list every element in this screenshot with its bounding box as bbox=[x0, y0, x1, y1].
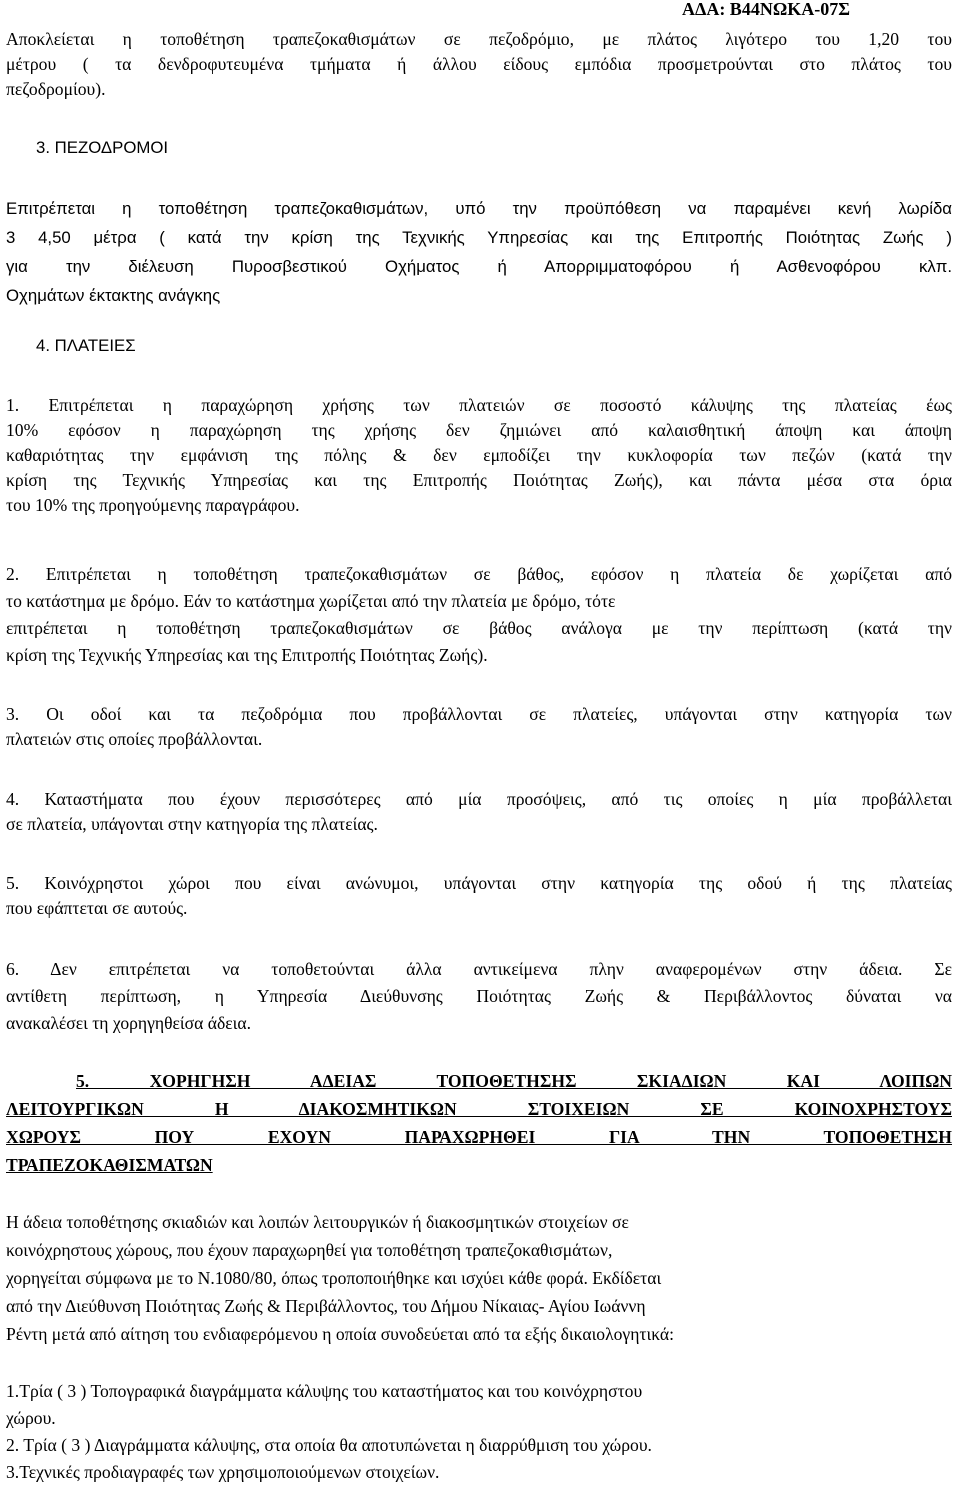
section-4-line: 4. Καταστήματα που έχουν περισσότερες από μία προσόψεις, από τις οποίες η μία προβάλλεται bbox=[6, 789, 952, 809]
section-5-list-line: χώρου. bbox=[6, 1408, 56, 1428]
section-4-line: επιτρέπεται η τοποθέτηση τραπεζοκαθισμάτων σε βάθος ανάλογα με την περίπτωση (κατά την bbox=[6, 618, 952, 638]
section-4-line: πλατειών στις οποίες προβάλλονται. bbox=[6, 729, 263, 749]
section-4-line: αντίθετη περίπτωση, η Υπηρεσία Διεύθυνσης Ποιότητας Ζωής & Περιβάλλοντος δύναται να bbox=[6, 986, 952, 1006]
section-4-line: σε πλατεία, υπάγονται στην κατηγορία της πλατείας. bbox=[6, 814, 378, 834]
section-5-title-line: ΛΕΙΤΟΥΡΓΙΚΩΝ Η ΔΙΑΚΟΣΜΗΤΙΚΩΝ ΣΤΟΙΧΕΙΩΝ ΣΕ ΚΟΙΝΟΧΡΗΣΤΟΥΣ bbox=[6, 1099, 952, 1119]
intro-line: Αποκλείεται η τοποθέτηση τραπεζοκαθισμάτων σε πεζοδρόμιο, με πλάτος λιγότερο του 1,20 του bbox=[6, 29, 952, 49]
section-4-line: του 10% της προηγούμενης παραγράφου. bbox=[6, 495, 300, 515]
intro-line: μέτρου ( τα δενδροφυτευμένα τμήματα ή άλλου είδους εμπόδια προσμετρούνται στο πλάτος του bbox=[6, 54, 952, 74]
section-4-item-1 bbox=[6, 393, 952, 518]
section-5-line: χορηγείται σύμφωνα με το Ν.1080/80, όπως τροποποιήθηκε και ισχύει κάθε φορά. Εκδίδεται bbox=[6, 1268, 662, 1288]
section-5-title-line: ΤΡΑΠΕΖΟΚΑΘΙΣΜΑΤΩΝ bbox=[6, 1155, 213, 1175]
section-5-list-line: 1.Τρία ( 3 ) Τοπογραφικά διαγράμματα κάλυψης του καταστήματος και του κοινόχρηστου bbox=[6, 1381, 643, 1401]
section-4-line: κρίση της Τεχνικής Υπηρεσίας και της Επιτροπής Ποιότητας Ζωής), και πάντα μέσα στα όρια bbox=[6, 470, 952, 490]
section-5-list-line: 3.Τεχνικές προδιαγραφές των χρησιμοποιούμενων στοιχείων. bbox=[6, 1462, 440, 1482]
section-3-line: Οχημάτων έκτακτης ανάγκης bbox=[6, 286, 221, 305]
section-5-title-line: ΧΩΡΟΥΣ ΠΟΥ ΕΧΟΥΝ ΠΑΡΑΧΩΡΗΘΕΙ ΓΙΑ ΤΗΝ ΤΟΠΟΘΕΤΗΣΗ bbox=[6, 1127, 952, 1147]
section-4-line: που εφάπτεται σε αυτούς. bbox=[6, 898, 188, 918]
section-4-line: 6. Δεν επιτρέπεται να τοποθετούνται άλλα αντικείμενα πλην αναφερομένων στην άδεια. Σε bbox=[6, 959, 952, 979]
ada-code: ΑΔΑ: Β44ΝΩΚΑ-07Σ bbox=[682, 0, 850, 19]
section-4-line: 10% εφόσον η παραχώρηση της χρήσης δεν ζημιώνει από καλαισθητική άποψη και άποψη bbox=[6, 420, 952, 440]
section-4-item-3 bbox=[6, 702, 952, 752]
section-4-line: κρίση της Τεχνικής Υπηρεσίας και της Επιτροπής Ποιότητας Ζωής). bbox=[6, 645, 488, 665]
section-4-line: 5. Κοινόχρηστοι χώροι που είναι ανώνυμοι, υπάγονται στην κατηγορία της οδού ή της πλατείας bbox=[6, 873, 952, 893]
section-4-line: 3. Οι οδοί και τα πεζοδρόμια που προβάλλονται σε πλατείες, υπάγονται στην κατηγορία των bbox=[6, 704, 952, 724]
section-4-item-6 bbox=[6, 956, 952, 1037]
section-4-item-5 bbox=[6, 871, 952, 921]
section-3-line: Επιτρέπεται η τοποθέτηση τραπεζοκαθισμάτων, υπό την προϋπόθεση να παραμένει κενή λωρίδα bbox=[6, 199, 952, 218]
section-4-line: ανακαλέσει τη χορηγηθείσα άδεια. bbox=[6, 1013, 251, 1033]
section-5-line: Η άδεια τοποθέτησης σκιαδιών και λοιπών λειτουργικών ή διακοσμητικών στοιχείων σε bbox=[6, 1212, 629, 1232]
section-3-body bbox=[6, 194, 952, 310]
section-4-item-2 bbox=[6, 561, 952, 669]
section-5-body bbox=[6, 1208, 952, 1348]
section-4-item-4 bbox=[6, 787, 952, 837]
section-5-title-line: 5. ΧΟΡΗΓΗΣΗ ΑΔΕΙΑΣ ΤΟΠΟΘΕΤΗΣΗΣ ΣΚΙΑΔΙΩΝ ΚΑΙ ΛΟΙΠΩΝ bbox=[76, 1071, 952, 1091]
intro-line: πεζοδρομίου). bbox=[6, 79, 106, 99]
section-4-line: 1. Επιτρέπεται η παραχώρηση χρήσης των πλατειών σε ποσοστό κάλυψης της πλατείας έως bbox=[6, 395, 952, 415]
section-3-line: για την διέλευση Πυροσβεστικού Οχήματος ή Απορριμματοφόρου ή Ασθενοφόρου κλπ. bbox=[6, 257, 952, 276]
section-4-title: 4. ΠΛΑΤΕΙΕΣ bbox=[36, 336, 136, 355]
section-4-line: 2. Επιτρέπεται η τοποθέτηση τραπεζοκαθισμάτων σε βάθος, εφόσον η πλατεία δε χωρίζεται από bbox=[6, 564, 952, 584]
section-5-line: από την Διεύθυνση Ποιότητας Ζωής & Περιβάλλοντος, του Δήμου Νίκαιας- Αγίου Ιωάννη bbox=[6, 1296, 646, 1316]
section-4-line: καθαριότητας την εμφάνιση της πόλης & δεν εμποδίζει την κυκλοφορία των πεζών (κατά την bbox=[6, 445, 952, 465]
section-3-line: 3 4,50 μέτρα ( κατά την κρίση της Τεχνικής Υπηρεσίας και της Επιτροπής Ποιότητας Ζωής ) bbox=[6, 228, 952, 247]
section-4-line: το κατάστημα με δρόμο. Εάν το κατάστημα χωρίζεται από την πλατεία με δρόμο, τότε bbox=[6, 591, 616, 611]
section-5-line: κοινόχρηστους χώρους, που έχουν παραχωρηθεί για τοποθέτηση τραπεζοκαθισμάτων, bbox=[6, 1240, 613, 1260]
section-5-title bbox=[6, 1067, 952, 1179]
section-5-list bbox=[6, 1378, 952, 1486]
section-3-title: 3. ΠΕΖΟΔΡΟΜΟΙ bbox=[36, 138, 169, 157]
section-5-list-line: 2. Τρία ( 3 ) Διαγράμματα κάλυψης, στα οποία θα αποτυπώνεται η διαρρύθμιση του χώρου. bbox=[6, 1435, 652, 1455]
intro-paragraph bbox=[6, 27, 952, 102]
section-5-line: Ρέντη μετά από αίτηση του ενδιαφερόμενου η οποία συνοδεύεται από τα εξής δικαιολογητικά: bbox=[6, 1324, 675, 1344]
